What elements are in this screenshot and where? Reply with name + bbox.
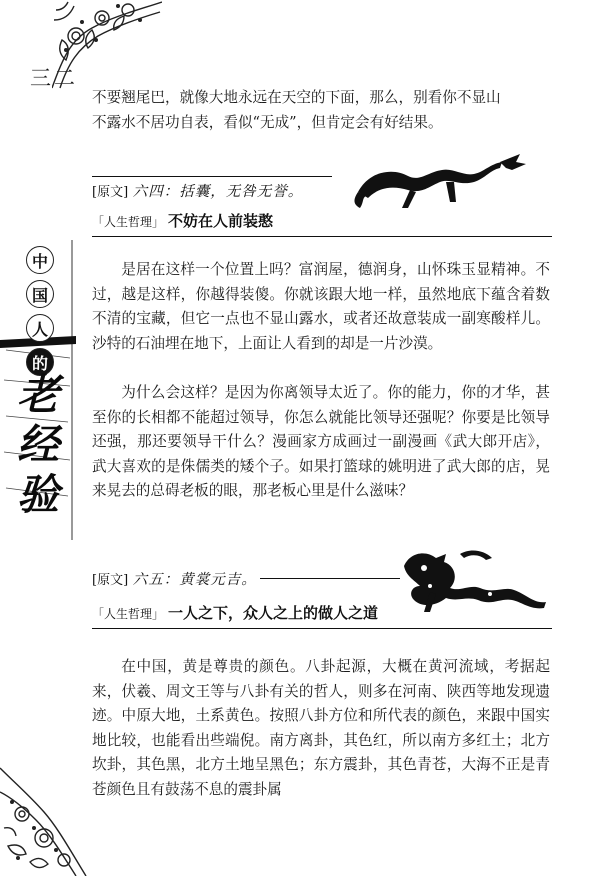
dragon-icon bbox=[400, 546, 550, 616]
sidebar-char: 国 bbox=[26, 280, 54, 308]
section-heading: 不妨在人前装憨 bbox=[168, 212, 274, 230]
book-title-char: 经 bbox=[16, 420, 59, 469]
dragon-icon bbox=[350, 152, 530, 212]
body-paragraph: 在中国，黄是尊贵的颜色。八卦起源，大概在黄河流域，考据起来，伏羲、周文王等与八卦有关的哲人，则多在河南、陕西等地发现遗迹。中原大地，土系黄色。按照八卦方位和所代表的颜色，来跟中国实地比较，也能看出些端倪。南方离卦，其色红，所以南方多红土；北方坎卦，其色黑，北方土地呈黑色；东方震卦，其色青苍，大海不正是青苍颜色且有鼓荡不息的震卦属 bbox=[92, 658, 550, 798]
original-text-line bbox=[92, 568, 257, 589]
philosophy-tag: 「人生哲理」 bbox=[92, 607, 165, 621]
divider bbox=[260, 578, 400, 579]
corner-ornament-icon bbox=[0, 758, 90, 876]
section-heading: 一人之下，众人之上的做人之道 bbox=[168, 604, 379, 622]
divider bbox=[92, 628, 552, 629]
book-title-char: 老 bbox=[16, 370, 59, 419]
sidebar-char: 的 bbox=[26, 348, 54, 376]
divider bbox=[92, 176, 332, 177]
original-text: 六五：黄裳元吉。 bbox=[132, 572, 257, 588]
book-title bbox=[2, 370, 74, 520]
text-line: 不露水不居功自表，看似“无成”，但肯定会有好结果。 bbox=[92, 113, 443, 131]
philosophy-heading-line bbox=[92, 602, 378, 623]
page-number: 三二 bbox=[30, 66, 78, 90]
philosophy-tag: 「人生哲理」 bbox=[92, 215, 165, 229]
sidebar-char: 中 bbox=[26, 246, 54, 274]
original-text: 六四：括囊，无咎无誉。 bbox=[132, 184, 304, 200]
sidebar-char: 人 bbox=[26, 314, 54, 342]
text-line: 不要翘尾巴，就像大地永远在天空的下面，那么，别看你不显山 bbox=[92, 89, 501, 106]
sidebar-series-label bbox=[26, 246, 54, 376]
book-title-char: 验 bbox=[16, 470, 59, 519]
philosophy-heading-line bbox=[92, 210, 273, 231]
original-tag: [原文] bbox=[92, 185, 129, 200]
corner-ornament-icon bbox=[52, 0, 162, 90]
original-text-line bbox=[92, 180, 303, 201]
body-paragraph bbox=[92, 86, 550, 135]
original-tag: [原文] bbox=[92, 573, 129, 588]
body-paragraph: 是居在这样一个位置上吗？富润屋，德润身，山怀珠玉显精神。不过，越是这样，你越得装傻。你就该跟大地一样，虽然地底下蕴含着数不清的宝藏，但它一点也不显山露水，或者还故意装成一副寒酸样儿。沙特的石油埋在地下，上面让人看到的却是一片沙漠。 bbox=[92, 261, 550, 352]
divider bbox=[92, 236, 552, 237]
body-paragraph: 为什么会这样？是因为你离领导太近了。你的能力，你的才华，甚至你的长相都不能超过领导，你怎么就能比领导还强呢？你要是比领导还强，那还要领导干什么？漫画家方成画过一副漫画《武大郎开店》，武大喜欢的是侏儒类的矮个子。如果打篮球的姚明进了武大郎的店，晃来晃去的总碍老板的眼，那老板心里是什么滋味？ bbox=[92, 384, 550, 499]
